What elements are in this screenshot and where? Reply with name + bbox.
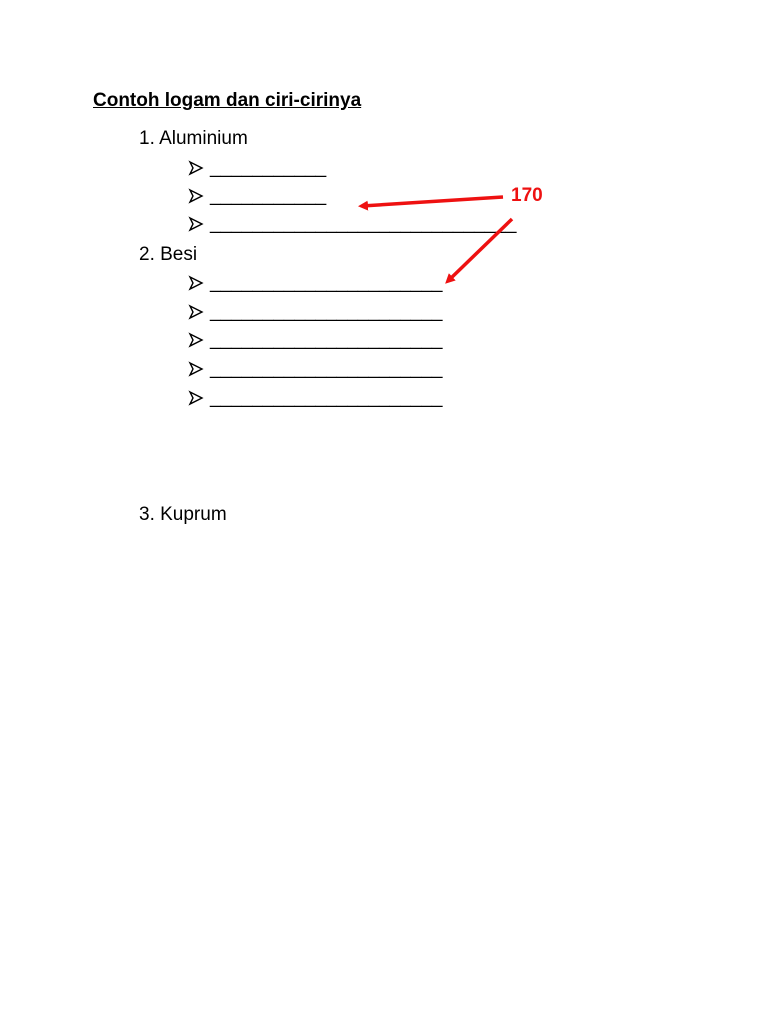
annotation-label: 170 (511, 185, 543, 206)
page-title: Contoh logam dan ciri-cirinya (93, 90, 362, 111)
annotation-arrow-left (362, 197, 503, 206)
blank-line: ___________ (210, 185, 327, 206)
list-item-aluminium: 1. Aluminium (139, 128, 248, 149)
blank-line: _____________________________ (210, 213, 517, 234)
blank-line: ______________________ (210, 387, 443, 408)
blank-line: ______________________ (210, 301, 443, 322)
blank-line: ___________ (210, 157, 327, 178)
blank-line: ______________________ (210, 358, 443, 379)
blank-line: ______________________ (210, 272, 443, 293)
list-item-kuprum: 3. Kuprum (139, 504, 227, 525)
blank-line: ______________________ (210, 329, 443, 350)
annotation-arrow-down (448, 219, 512, 281)
list-item-besi: 2. Besi (139, 244, 198, 265)
